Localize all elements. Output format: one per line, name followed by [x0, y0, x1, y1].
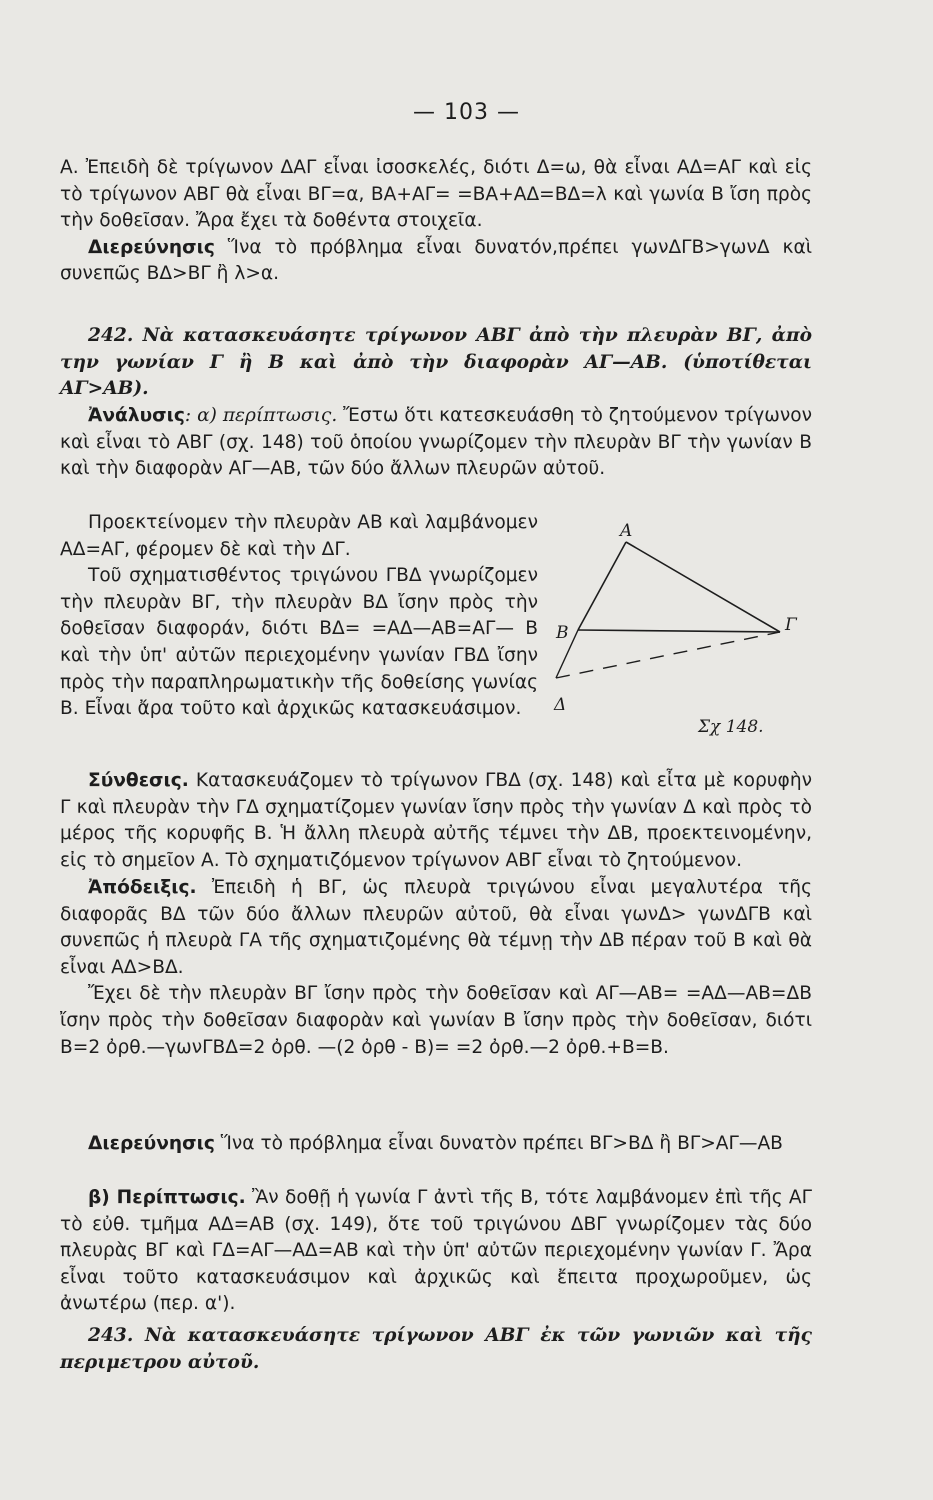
- analysis-block-2: [60, 510, 538, 723]
- case-b-paragraph: [60, 1185, 812, 1318]
- problem-243-text: Νὰ κατασκευάσητε τρίγωνον ΑΒΓ ἐκ τῶν γωνιῶν καὶ τῆς περιμετρου αὐτοῦ.: [60, 1325, 812, 1373]
- discussion-label-1: Διερεύνησις: [88, 236, 215, 258]
- segment-ab: [578, 542, 626, 630]
- paragraph-a: Α. Ἐπειδὴ δὲ τρίγωνον ΔΑΓ εἶναι ἰσοσκελές, διότι Δ=ω, θὰ εἶναι ΑΔ=ΑΓ καὶ εἰς τὸ τρίγωνον ΑΒΓ θὰ εἶναι ΒΓ=α, ΒΑ+ΑΓ= =ΒΑ+ΑΔ=ΒΔ=λ καὶ γωνία Β ἴση πρὸς τὴν δοθεῖσαν. Ἄρα ἔχει τὰ δοθέντα στοιχεῖα.: [60, 157, 812, 232]
- problem-243: [60, 1323, 812, 1376]
- label-a: Α: [620, 521, 633, 541]
- proof-paragraph: [60, 875, 812, 981]
- discussion-label-2: Διερεύνησις: [88, 1133, 215, 1154]
- synthesis-paragraph: [60, 768, 812, 874]
- segment-dg: [556, 632, 780, 678]
- analysis-paragraph: [60, 403, 812, 483]
- proof-block: [60, 875, 812, 1061]
- problem-242-statement: [60, 323, 812, 403]
- proof-text: Ἐπειδὴ ἡ ΒΓ, ὡς πλευρὰ τριγώνου εἶναι μεγαλυτέρα τῆς διαφορᾶς ΒΔ τῶν δύο ἄλλων πλευρῶν αὐτοῦ, θὰ εἶναι γωνΔ> γωνΔΓΒ καὶ συνεπῶς ἡ πλευρὰ ΓΑ τῆς σχηματιζομένης θὰ τέμνῃ τὴν ΔΒ πέραν τοῦ Β καὶ θὰ εἶναι ΑΔ>ΒΔ.: [60, 877, 812, 978]
- discussion-paragraph: [60, 1131, 812, 1158]
- discussion-block: [60, 1131, 812, 1158]
- problem-242-text: Νὰ κατασκευάσητε τρίγωνον ΑΒΓ ἀπὸ τὴν πλευρὰν ΒΓ, ἀπὸ την γωνίαν Γ ἢ Β καὶ ἀπὸ τὴν διαφορὰν ΑΓ—ΑΒ. (ὑποτίθεται ΑΓ>ΑΒ).: [60, 325, 812, 400]
- label-g: Γ: [785, 615, 797, 635]
- case-b-label: β) Περίπτωσις.: [88, 1187, 246, 1208]
- case-b-text: Ἂν δοθῇ ἡ γωνία Γ ἀντὶ τῆς Β, τότε λαμβάνομεν ἐπὶ τῆς ΑΓ τὸ εὐθ. τμῆμα ΑΔ=ΑΒ (σχ. 149), ὅτε τοῦ τριγώνου ΔΒΓ γνωρίζομεν τὰς δύο πλευρὰς ΒΓ καὶ ΓΔ=ΑΓ—ΑΔ=ΑΒ καὶ τὴν ὑπ' αὐτῶν περιεχομένην γωνίαν Γ. Ἄρα εἶναι τοῦτο κατασκευάσιμον καὶ ἀρχικῶς καὶ ἔπειτα προχωροῦμεν, ὡς ἀνωτέρω (περ. α').: [60, 1187, 813, 1315]
- analysis-text: Ἔστω ὅτι κατεσκευάσθη τὸ ζητούμενον τρίγωνον καὶ εἶναι τὸ ΑΒΓ (σχ. 148) τοῦ ὁποίου γνωρίζομεν τὴν πλευρὰν ΒΓ τὴν γωνίαν Β καὶ τὴν διαφορὰν ΑΓ—ΑΒ, τῶν δύο ἄλλων πλευρῶν αὐτοῦ.: [60, 405, 812, 480]
- proof-paragraph-2: Ἔχει δὲ τὴν πλευρὰν ΒΓ ἴσην πρὸς τὴν δοθεῖσαν καὶ ΑΓ—ΑΒ= =ΑΔ—ΑΒ=ΔΒ ἴσην πρὸς τὴν δοθεῖσαν διαφορὰν καὶ γωνίαν Β ἴσην πρὸς τὴν δοθεῖσαν, διότι Β=2 ὀρθ.—γωνΓΒΔ=2 ὀρθ. —(2 ὀρθ - Β)= =2 ὀρθ.—2 ὀρθ.+Β=Β.: [60, 983, 812, 1058]
- analysis-paragraph-2: Προεκτείνομεν τὴν πλευρὰν ΑΒ καὶ λαμβάνομεν ΑΔ=ΑΓ, φέρομεν δὲ καὶ τὴν ΔΓ.: [60, 512, 538, 560]
- segment-bg: [578, 630, 780, 632]
- problem-242-number: 242.: [88, 325, 134, 346]
- discussion-text-1: Ἵνα τὸ πρόβλημα εἶναι δυνατόν,πρέπει γωνΔΓΒ>γωνΔ καὶ συνεπῶς ΒΔ>ΒΓ ἢ λ>α.: [60, 236, 812, 285]
- problem-242: [60, 323, 812, 403]
- synthesis-block: [60, 768, 812, 874]
- analysis-block: [60, 403, 812, 483]
- synthesis-text: Κατασκευάζομεν τὸ τρίγωνον ΓΒΔ (σχ. 148) καὶ εἶτα μὲ κορυφὴν Γ καὶ πλευρὰν τὴν ΓΔ σχηματίζομεν γωνίαν ἴσην πρὸς τὴν γωνίαν Δ καὶ πρὸς τὸ μέρος τῆς κορυφῆς Β. Ἡ ἄλλη πλευρὰ αὐτῆς τέμνει τὴν ΔΒ, προεκτεινομένην, εἰς τὸ σημεῖον Α. Τὸ σχηματιζόμενον τρίγωνον ΑΒΓ εἶναι τὸ ζητούμενον.: [60, 770, 812, 871]
- label-d: Δ: [554, 695, 567, 715]
- synthesis-label: Σύνθεσις.: [88, 770, 189, 791]
- figure-caption: Σχ 148.: [698, 717, 764, 737]
- analysis-case: : α) περίπτωσις.: [184, 405, 338, 426]
- paragraph-discussion-1: [60, 235, 812, 288]
- page-number: — 103 —: [413, 100, 520, 125]
- section-a: [60, 155, 812, 288]
- label-b: Β: [556, 623, 569, 643]
- problem-243-number: 243.: [88, 1325, 134, 1346]
- figure-148-diagram: [548, 520, 808, 750]
- figure-148: [548, 520, 808, 750]
- problem-243-statement: [60, 1323, 812, 1376]
- analysis-label: Ἀνάλυσις: [88, 405, 185, 426]
- case-b-block: [60, 1185, 812, 1318]
- segment-ag: [626, 542, 780, 632]
- analysis-paragraph-3: Τοῦ σχηματισθέντος τριγώνου ΓΒΔ γνωρίζομεν τὴν πλευρὰν ΒΓ, τὴν πλευρὰν ΒΔ ἴσην πρὸς τὴν δοθεῖσαν διαφοράν, διότι ΒΔ= =ΑΔ—ΑΒ=ΑΓ— Β καὶ τὴν ὑπ' αὐτῶν περιεχομένην γωνίαν ΓΒΔ ἴσην πρὸς τὴν παραπληρωματικὴν τῆς δοθείσης γωνίας Β. Εἶναι ἄρα τοῦτο καὶ ἀρχικῶς κατασκευάσιμον.: [60, 565, 538, 720]
- discussion-text-2: Ἵνα τὸ πρόβλημα εἶναι δυνατὸν πρέπει ΒΓ>ΒΔ ἢ ΒΓ>ΑΓ—ΑΒ: [214, 1133, 783, 1154]
- proof-label: Ἀπόδειξις.: [88, 877, 197, 898]
